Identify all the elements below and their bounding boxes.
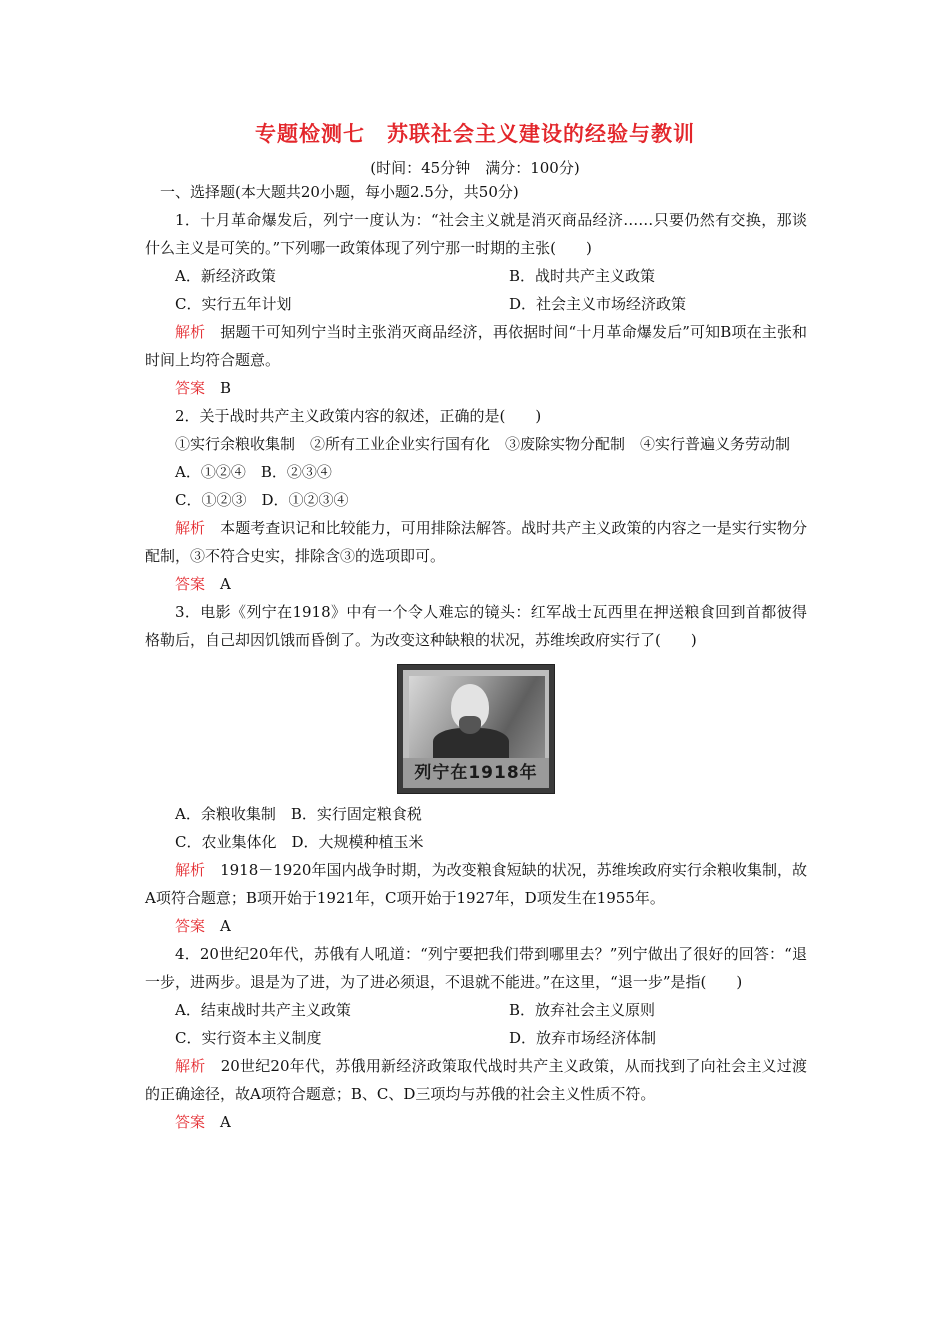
- question-1-analysis-text: 据题干可知列宁当时主张消灭商品经济，再依据时间“十月革命爆发后”可知B项在主张和时间上均符合题意。: [145, 323, 807, 369]
- question-3-analysis-text: 1918－1920年国内战争时期，为改变粮食短缺的状况，苏维埃政府实行余粮收集制，故A项符合题意；B项开始于1921年，C项开始于1927年，D项发生在1955年。: [145, 861, 807, 907]
- answer-label: 答案: [175, 1113, 206, 1131]
- question-1-answer-value: B: [220, 379, 232, 397]
- question-2-options-cd: C．①②③ D．①②③④: [175, 491, 349, 509]
- analysis-label: 解析: [175, 519, 206, 537]
- section-heading: 一、选择题(本大题共20小题，每小题2.5分，共50分): [160, 183, 519, 201]
- question-1-options-row1: [145, 262, 807, 290]
- answer-label: 答案: [175, 917, 206, 935]
- question-3-answer-value: A: [220, 917, 231, 935]
- question-4-stem: 4．20世纪20年代，苏俄有人吼道：“列宁要把我们带到哪里去？”列宁做出了很好的回答：“退一步，进两步。退是为了进，为了进必须退，不退就不能进。”在这里，“退一步”是指( ): [145, 945, 807, 991]
- question-1-stem: 1．十月革命爆发后，列宁一度认为：“社会主义就是消灭商品经济……只要仍然有交换，那谈什么主义是可笑的。”下列哪一政策体现了列宁那一时期的主张( ): [145, 211, 807, 257]
- question-2-items: ①实行余粮收集制 ②所有工业企业实行国有化 ③废除实物分配制 ④实行普遍义务劳动制: [175, 435, 791, 453]
- question-4-option-b: B．放弃社会主义原则: [509, 1001, 656, 1019]
- question-2-answer-value: A: [220, 575, 231, 593]
- question-2-stem: 2．关于战时共产主义政策内容的叙述，正确的是( ): [175, 407, 542, 425]
- question-3-figure: [145, 664, 807, 794]
- question-1-option-b: B．战时共产主义政策: [509, 267, 656, 285]
- page-subtitle: (时间：45分钟 满分：100分): [370, 159, 580, 177]
- question-3-options-cd: C．农业集体化 D．大规模种植玉米: [175, 833, 424, 851]
- question-2-options-ab: A．①②④ B．②③④: [175, 463, 332, 481]
- answer-label: 答案: [175, 575, 206, 593]
- question-2-answer: [145, 570, 807, 598]
- question-3-analysis: [145, 856, 807, 912]
- question-1-analysis: [145, 318, 807, 374]
- document-body: [145, 178, 807, 1136]
- page-title: 专题检测七 苏联社会主义建设的经验与教训: [255, 122, 695, 146]
- question-2-analysis-text: 本题考查识记和比较能力，可用排除法解答。战时共产主义政策的内容之一是实行实物分配制，③不符合史实，排除含③的选项即可。: [145, 519, 807, 565]
- question-1-option-c: C．实行五年计划: [175, 295, 292, 313]
- question-3-options-ab: A．余粮收集制 B．实行固定粮食税: [175, 805, 422, 823]
- question-4-option-a: A．结束战时共产主义政策: [175, 1001, 351, 1019]
- question-4-option-d: D．放弃市场经济体制: [509, 1029, 657, 1047]
- question-3-answer: [145, 912, 807, 940]
- question-1-options-row2: [145, 290, 807, 318]
- question-4-analysis-text: 20世纪20年代，苏俄用新经济政策取代战时共产主义政策，从而找到了向社会主义过渡的正确途径，故A项符合题意；B、C、D三项均与苏俄的社会主义性质不符。: [145, 1057, 807, 1103]
- analysis-label: 解析: [175, 323, 206, 341]
- analysis-label: 解析: [175, 861, 206, 879]
- figure-beard: [459, 716, 481, 734]
- question-4-analysis: [145, 1052, 807, 1108]
- question-2-analysis: [145, 514, 807, 570]
- question-4-options-row2: [145, 1024, 807, 1052]
- question-4-answer-value: A: [220, 1113, 231, 1131]
- question-4-answer: [145, 1108, 807, 1136]
- question-1-option-a: A．新经济政策: [175, 267, 276, 285]
- answer-label: 答案: [175, 379, 206, 397]
- analysis-label: 解析: [175, 1057, 206, 1075]
- question-4-options-row1: [145, 996, 807, 1024]
- question-3-stem: 3．电影《列宁在1918》中有一个令人难忘的镜头：红军战士瓦西里在押送粮食回到首都彼得格勒后，自己却因饥饿而昏倒了。为改变这种缺粮的状况，苏维埃政府实行了( ): [145, 603, 807, 649]
- question-4-option-c: C．实行资本主义制度: [175, 1029, 322, 1047]
- question-1-option-d: D．社会主义市场经济政策: [509, 295, 687, 313]
- film-poster-caption: 列宁在1918年: [403, 758, 549, 788]
- question-1-answer: [145, 374, 807, 402]
- film-poster-image: [397, 664, 555, 794]
